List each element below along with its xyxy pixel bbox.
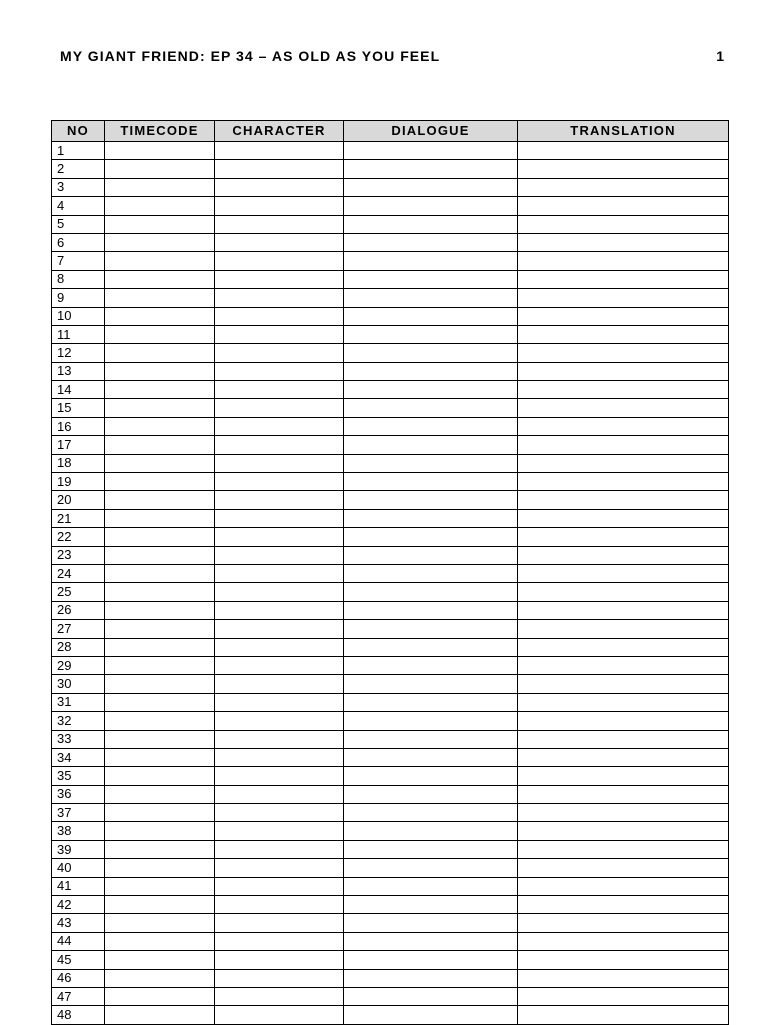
dialogue-cell[interactable] [344,840,518,858]
timecode-cell[interactable] [105,620,215,638]
translation-cell[interactable] [518,859,729,877]
character-cell[interactable] [215,160,344,178]
dialogue-cell[interactable] [344,160,518,178]
table-row [52,712,729,730]
translation-cell[interactable] [518,564,729,582]
translation-cell[interactable] [518,325,729,343]
character-cell[interactable] [215,675,344,693]
translation-cell[interactable] [518,289,729,307]
translation-cell[interactable] [518,969,729,987]
row-number-cell: 8 [52,270,105,288]
row-number-cell: 7 [52,252,105,270]
table-row [52,675,729,693]
timecode-cell[interactable] [105,601,215,619]
character-cell[interactable] [215,693,344,711]
table-row [52,325,729,343]
dialogue-cell[interactable] [344,178,518,196]
table-row [52,215,729,233]
row-number-cell: 9 [52,289,105,307]
table-row [52,473,729,491]
dialogue-cell[interactable] [344,822,518,840]
table-row [52,896,729,914]
character-cell[interactable] [215,270,344,288]
row-number-cell: 48 [52,1006,105,1024]
translation-cell[interactable] [518,215,729,233]
column-header-character: CHARACTER [215,121,344,142]
timecode-cell[interactable] [105,859,215,877]
row-number-cell: 24 [52,564,105,582]
table-row [52,877,729,895]
timecode-cell[interactable] [105,399,215,417]
table-row [52,730,729,748]
translation-cell[interactable] [518,454,729,472]
translation-cell[interactable] [518,197,729,215]
row-number-cell: 28 [52,638,105,656]
dialogue-cell[interactable] [344,601,518,619]
character-cell[interactable] [215,344,344,362]
row-number-cell: 26 [52,601,105,619]
translation-cell[interactable] [518,987,729,1005]
table-row [52,951,729,969]
translation-cell[interactable] [518,583,729,601]
page-header [60,47,724,67]
dialogue-cell[interactable] [344,473,518,491]
table-row [52,785,729,803]
timecode-cell[interactable] [105,344,215,362]
row-number-cell: 2 [52,160,105,178]
dialogue-cell[interactable] [344,804,518,822]
row-number-cell: 35 [52,767,105,785]
timecode-cell[interactable] [105,325,215,343]
row-number-cell: 47 [52,987,105,1005]
character-cell[interactable] [215,620,344,638]
translation-cell[interactable] [518,546,729,564]
dialogue-cell[interactable] [344,1006,518,1024]
script-table [51,120,729,1025]
timecode-cell[interactable] [105,197,215,215]
dialogue-cell[interactable] [344,215,518,233]
dialogue-cell[interactable] [344,546,518,564]
character-cell[interactable] [215,748,344,766]
timecode-cell[interactable] [105,473,215,491]
table-row [52,142,729,160]
timecode-cell[interactable] [105,454,215,472]
page-number: 1 [716,48,724,64]
table-row [52,344,729,362]
character-cell[interactable] [215,362,344,380]
timecode-cell[interactable] [105,822,215,840]
timecode-cell[interactable] [105,804,215,822]
row-number-cell: 31 [52,693,105,711]
translation-cell[interactable] [518,804,729,822]
row-number-cell: 39 [52,840,105,858]
character-cell[interactable] [215,417,344,435]
timecode-cell[interactable] [105,289,215,307]
character-cell[interactable] [215,381,344,399]
column-header-dialogue: DIALOGUE [344,121,518,142]
table-row [52,436,729,454]
timecode-cell[interactable] [105,252,215,270]
timecode-cell[interactable] [105,583,215,601]
translation-cell[interactable] [518,252,729,270]
dialogue-cell[interactable] [344,344,518,362]
row-number-cell: 30 [52,675,105,693]
table-row [52,417,729,435]
timecode-cell[interactable] [105,748,215,766]
dialogue-cell[interactable] [344,748,518,766]
character-cell[interactable] [215,215,344,233]
character-cell[interactable] [215,528,344,546]
dialogue-cell[interactable] [344,767,518,785]
timecode-cell[interactable] [105,528,215,546]
translation-cell[interactable] [518,951,729,969]
table-row [52,638,729,656]
character-cell[interactable] [215,325,344,343]
table-row [52,289,729,307]
translation-cell[interactable] [518,877,729,895]
table-row [52,987,729,1005]
translation-cell[interactable] [518,362,729,380]
character-cell[interactable] [215,178,344,196]
dialogue-cell[interactable] [344,620,518,638]
row-number-cell: 23 [52,546,105,564]
character-cell[interactable] [215,638,344,656]
row-number-cell: 11 [52,325,105,343]
dialogue-cell[interactable] [344,914,518,932]
timecode-cell[interactable] [105,785,215,803]
dialogue-cell[interactable] [344,233,518,251]
timecode-cell[interactable] [105,215,215,233]
table-row [52,822,729,840]
timecode-cell[interactable] [105,896,215,914]
dialogue-cell[interactable] [344,197,518,215]
table-row [52,399,729,417]
table-row [52,583,729,601]
document-title: MY GIANT FRIEND: EP 34 – AS OLD AS YOU FEEL [60,48,441,64]
table-body [52,142,729,1025]
column-header-no: NO [52,121,105,142]
row-number-cell: 1 [52,142,105,160]
table-row [52,362,729,380]
table-row [52,914,729,932]
translation-cell[interactable] [518,142,729,160]
translation-cell[interactable] [518,473,729,491]
table-row [52,233,729,251]
timecode-cell[interactable] [105,987,215,1005]
dialogue-cell[interactable] [344,675,518,693]
table-row [52,859,729,877]
character-cell[interactable] [215,564,344,582]
character-cell[interactable] [215,877,344,895]
dialogue-cell[interactable] [344,564,518,582]
dialogue-cell[interactable] [344,969,518,987]
character-cell[interactable] [215,197,344,215]
character-cell[interactable] [215,233,344,251]
table-row [52,546,729,564]
translation-cell[interactable] [518,307,729,325]
character-cell[interactable] [215,142,344,160]
translation-cell[interactable] [518,896,729,914]
translation-cell[interactable] [518,932,729,950]
column-header-timecode: TIMECODE [105,121,215,142]
timecode-cell[interactable] [105,656,215,674]
character-cell[interactable] [215,289,344,307]
timecode-cell[interactable] [105,381,215,399]
character-cell[interactable] [215,491,344,509]
translation-cell[interactable] [518,160,729,178]
timecode-cell[interactable] [105,932,215,950]
dialogue-cell[interactable] [344,509,518,527]
row-number-cell: 12 [52,344,105,362]
translation-cell[interactable] [518,178,729,196]
row-number-cell: 20 [52,491,105,509]
translation-cell[interactable] [518,822,729,840]
row-number-cell: 36 [52,785,105,803]
table-row [52,454,729,472]
character-cell[interactable] [215,546,344,564]
timecode-cell[interactable] [105,546,215,564]
table-row [52,693,729,711]
row-number-cell: 33 [52,730,105,748]
dialogue-cell[interactable] [344,362,518,380]
row-number-cell: 44 [52,932,105,950]
character-cell[interactable] [215,730,344,748]
dialogue-cell[interactable] [344,270,518,288]
timecode-cell[interactable] [105,1006,215,1024]
table-row [52,381,729,399]
dialogue-cell[interactable] [344,859,518,877]
character-cell[interactable] [215,712,344,730]
character-cell[interactable] [215,859,344,877]
dialogue-cell[interactable] [344,417,518,435]
translation-cell[interactable] [518,767,729,785]
dialogue-cell[interactable] [344,730,518,748]
timecode-cell[interactable] [105,693,215,711]
translation-cell[interactable] [518,344,729,362]
translation-cell[interactable] [518,233,729,251]
row-number-cell: 6 [52,233,105,251]
table-row [52,509,729,527]
table-row [52,840,729,858]
translation-cell[interactable] [518,1006,729,1024]
translation-cell[interactable] [518,270,729,288]
dialogue-cell[interactable] [344,307,518,325]
character-cell[interactable] [215,252,344,270]
translation-cell[interactable] [518,656,729,674]
character-cell[interactable] [215,656,344,674]
row-number-cell: 32 [52,712,105,730]
dialogue-cell[interactable] [344,399,518,417]
row-number-cell: 29 [52,656,105,674]
table-row [52,307,729,325]
timecode-cell[interactable] [105,491,215,509]
translation-cell[interactable] [518,509,729,527]
translation-cell[interactable] [518,528,729,546]
row-number-cell: 25 [52,583,105,601]
row-number-cell: 43 [52,914,105,932]
dialogue-cell[interactable] [344,693,518,711]
translation-cell[interactable] [518,914,729,932]
dialogue-cell[interactable] [344,932,518,950]
timecode-cell[interactable] [105,840,215,858]
timecode-cell[interactable] [105,951,215,969]
row-number-cell: 37 [52,804,105,822]
translation-cell[interactable] [518,730,729,748]
translation-cell[interactable] [518,693,729,711]
table-header-row [52,121,729,142]
dialogue-cell[interactable] [344,454,518,472]
table-row [52,491,729,509]
table-row [52,969,729,987]
character-cell[interactable] [215,307,344,325]
dialogue-cell[interactable] [344,289,518,307]
row-number-cell: 13 [52,362,105,380]
translation-cell[interactable] [518,712,729,730]
row-number-cell: 42 [52,896,105,914]
row-number-cell: 27 [52,620,105,638]
translation-cell[interactable] [518,436,729,454]
row-number-cell: 3 [52,178,105,196]
character-cell[interactable] [215,932,344,950]
character-cell[interactable] [215,601,344,619]
timecode-cell[interactable] [105,160,215,178]
table-row [52,932,729,950]
table-row [52,1006,729,1024]
row-number-cell: 21 [52,509,105,527]
character-cell[interactable] [215,436,344,454]
table-row [52,160,729,178]
row-number-cell: 4 [52,197,105,215]
table-row [52,804,729,822]
row-number-cell: 16 [52,417,105,435]
dialogue-cell[interactable] [344,656,518,674]
row-number-cell: 10 [52,307,105,325]
timecode-cell[interactable] [105,178,215,196]
column-header-translation: TRANSLATION [518,121,729,142]
timecode-cell[interactable] [105,914,215,932]
timecode-cell[interactable] [105,877,215,895]
table-row [52,270,729,288]
timecode-cell[interactable] [105,564,215,582]
dialogue-cell[interactable] [344,638,518,656]
row-number-cell: 41 [52,877,105,895]
character-cell[interactable] [215,767,344,785]
dialogue-cell[interactable] [344,491,518,509]
row-number-cell: 17 [52,436,105,454]
table-row [52,564,729,582]
timecode-cell[interactable] [105,767,215,785]
row-number-cell: 22 [52,528,105,546]
character-cell[interactable] [215,896,344,914]
table-row [52,620,729,638]
translation-cell[interactable] [518,620,729,638]
row-number-cell: 34 [52,748,105,766]
translation-cell[interactable] [518,381,729,399]
timecode-cell[interactable] [105,969,215,987]
character-cell[interactable] [215,969,344,987]
row-number-cell: 14 [52,381,105,399]
table-row [52,178,729,196]
character-cell[interactable] [215,804,344,822]
dialogue-cell[interactable] [344,877,518,895]
dialogue-cell[interactable] [344,785,518,803]
timecode-cell[interactable] [105,307,215,325]
timecode-cell[interactable] [105,638,215,656]
translation-cell[interactable] [518,399,729,417]
table-row [52,601,729,619]
row-number-cell: 38 [52,822,105,840]
dialogue-cell[interactable] [344,583,518,601]
table-row [52,252,729,270]
dialogue-cell[interactable] [344,325,518,343]
dialogue-cell[interactable] [344,896,518,914]
table-row [52,656,729,674]
dialogue-cell[interactable] [344,528,518,546]
translation-cell[interactable] [518,601,729,619]
timecode-cell[interactable] [105,417,215,435]
character-cell[interactable] [215,822,344,840]
character-cell[interactable] [215,509,344,527]
dialogue-cell[interactable] [344,712,518,730]
character-cell[interactable] [215,583,344,601]
character-cell[interactable] [215,951,344,969]
character-cell[interactable] [215,914,344,932]
translation-cell[interactable] [518,675,729,693]
timecode-cell[interactable] [105,675,215,693]
translation-cell[interactable] [518,417,729,435]
row-number-cell: 15 [52,399,105,417]
translation-cell[interactable] [518,491,729,509]
translation-cell[interactable] [518,748,729,766]
timecode-cell[interactable] [105,712,215,730]
row-number-cell: 40 [52,859,105,877]
row-number-cell: 19 [52,473,105,491]
dialogue-cell[interactable] [344,252,518,270]
table-row [52,767,729,785]
character-cell[interactable] [215,454,344,472]
character-cell[interactable] [215,399,344,417]
dialogue-cell[interactable] [344,987,518,1005]
table-row [52,528,729,546]
table-row [52,197,729,215]
row-number-cell: 5 [52,215,105,233]
timecode-cell[interactable] [105,142,215,160]
dialogue-cell[interactable] [344,381,518,399]
character-cell[interactable] [215,840,344,858]
character-cell[interactable] [215,987,344,1005]
translation-cell[interactable] [518,840,729,858]
row-number-cell: 18 [52,454,105,472]
character-cell[interactable] [215,785,344,803]
character-cell[interactable] [215,1006,344,1024]
timecode-cell[interactable] [105,270,215,288]
timecode-cell[interactable] [105,233,215,251]
dialogue-cell[interactable] [344,951,518,969]
translation-cell[interactable] [518,785,729,803]
row-number-cell: 45 [52,951,105,969]
translation-cell[interactable] [518,638,729,656]
row-number-cell: 46 [52,969,105,987]
timecode-cell[interactable] [105,362,215,380]
timecode-cell[interactable] [105,509,215,527]
table-row [52,748,729,766]
timecode-cell[interactable] [105,436,215,454]
dialogue-cell[interactable] [344,436,518,454]
dialogue-cell[interactable] [344,142,518,160]
character-cell[interactable] [215,473,344,491]
timecode-cell[interactable] [105,730,215,748]
